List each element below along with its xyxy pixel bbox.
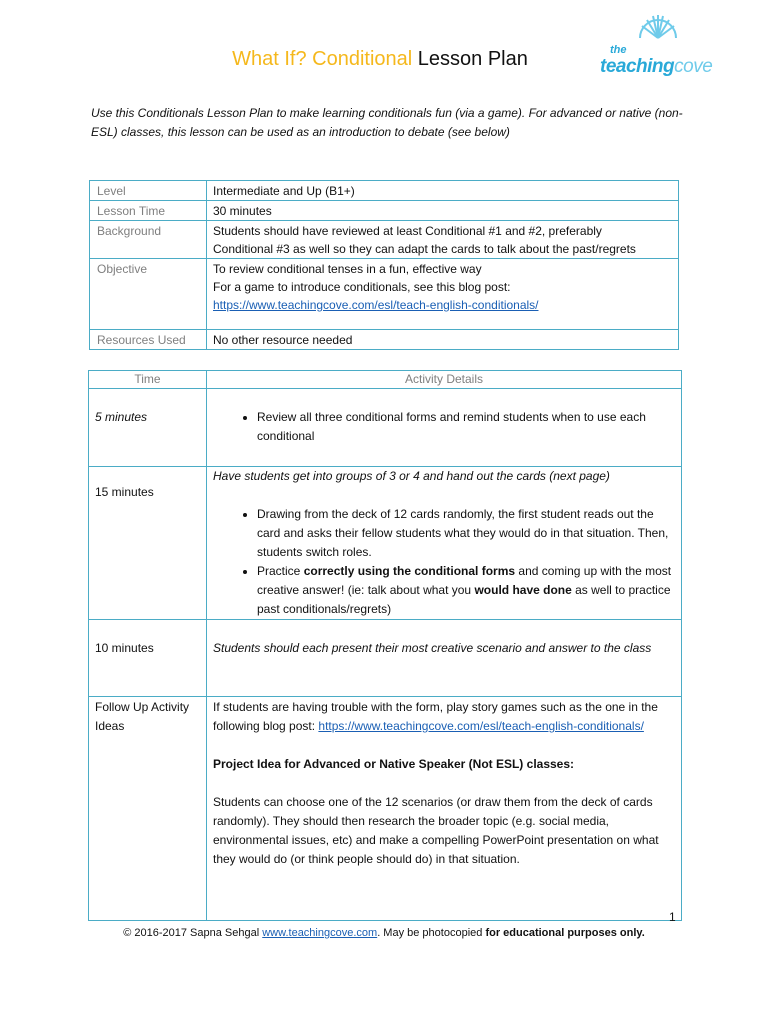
project-idea-paragraph: Students can choose one of the 12 scenarios (or draw them from the deck of cards randomly). They should then research the broader topic (e.g. social media, environmental issues, etc) and make a compelling PowerPoint presentation on what they would do (or think people should do) in that situation.: [213, 795, 659, 866]
table-row: [89, 697, 682, 921]
row1-details: [207, 389, 682, 467]
logo-the: the: [610, 44, 627, 56]
list-item: • Practice correctly using the conditional forms and coming up with the most creative answer! (ie: talk about what you would have done as well to practice past conditionals/regrets): [257, 562, 675, 619]
table-row: [89, 620, 682, 697]
level-value: Intermediate and Up (B1+): [207, 181, 679, 201]
objective-value: To review conditional tenses in a fun, effective way For a game to introduce conditionals, see this blog post: https://www.teachingcove.com/esl/teach-english-conditionals/: [207, 259, 679, 330]
activity-table: [88, 370, 682, 921]
row1-time: 5 minutes: [89, 389, 207, 467]
project-idea-heading: Project Idea for Advanced or Native Speaker (Not ESL) classes:: [213, 757, 575, 771]
header-details: Activity Details: [207, 371, 682, 389]
header-time: Time: [89, 371, 207, 389]
table-row: [90, 201, 679, 221]
objective-label: Objective: [90, 259, 207, 330]
lesson-time-label: Lesson Time: [90, 201, 207, 221]
row2-lead: Have students get into groups of 3 or 4 and hand out the cards (next page): [213, 469, 610, 483]
list-item: • Review all three conditional forms and remind students when to use each conditional: [257, 408, 675, 446]
follow-up-blog-link[interactable]: https://www.teachingcove.com/esl/teach-english-conditionals/: [318, 719, 644, 733]
background-label: Background: [90, 221, 207, 259]
row4-time: Follow Up Activity Ideas: [89, 697, 207, 921]
row2-time: 15 minutes: [89, 467, 207, 620]
row3-time: 10 minutes: [89, 620, 207, 697]
logo-wordmark: teachingcove: [600, 56, 713, 77]
lesson-time-value: 30 minutes: [207, 201, 679, 221]
page-number: 1: [669, 910, 676, 924]
list-item: • Drawing from the deck of 12 cards randomly, the first student reads out the card and asks their fellow students what they would do in that situation. Then, students switch roles.: [257, 505, 675, 562]
objective-blog-link[interactable]: https://www.teachingcove.com/esl/teach-english-conditionals/: [213, 298, 539, 312]
intro-text: Use this Conditionals Lesson Plan to make learning conditionals fun (via a game). For advanced or native (non-ESL) classes, this lesson can be used as an introduction to debate (see below): [91, 106, 683, 139]
resources-label: Resources Used: [90, 330, 207, 350]
teachingcove-logo: [598, 14, 718, 84]
footer-site-link[interactable]: www.teachingcove.com: [262, 927, 378, 939]
row4-details: [207, 697, 682, 921]
follow-up-paragraph: If students are having trouble with the form, play story games such as the one in the following blog post: https://www.teachingcove.com/esl/teach-english-conditionals/: [213, 700, 658, 733]
table-header-row: [89, 371, 682, 389]
table-row: [89, 467, 682, 620]
table-row: [89, 389, 682, 467]
title-accent: What If? Conditional: [232, 48, 413, 70]
title-rest: Lesson Plan: [417, 48, 528, 70]
row2-details: [207, 467, 682, 620]
table-row: [90, 259, 679, 330]
table-row: [90, 221, 679, 259]
level-label: Level: [90, 181, 207, 201]
row3-details: Students should each present their most creative scenario and answer to the class: [207, 620, 682, 697]
lesson-info-table: [89, 180, 679, 350]
table-row: [90, 330, 679, 350]
background-value: Students should have reviewed at least Conditional #1 and #2, preferably Conditional #3 as well so they can adapt the cards to talk about the past/regrets: [207, 221, 679, 259]
resources-value: No other resource needed: [207, 330, 679, 350]
footer: © 2016-2017 Sapna Sehgal www.teachingcove.com. May be photocopied for educational purposes only.: [123, 927, 645, 939]
table-row: [90, 181, 679, 201]
shell-icon: [636, 14, 680, 40]
